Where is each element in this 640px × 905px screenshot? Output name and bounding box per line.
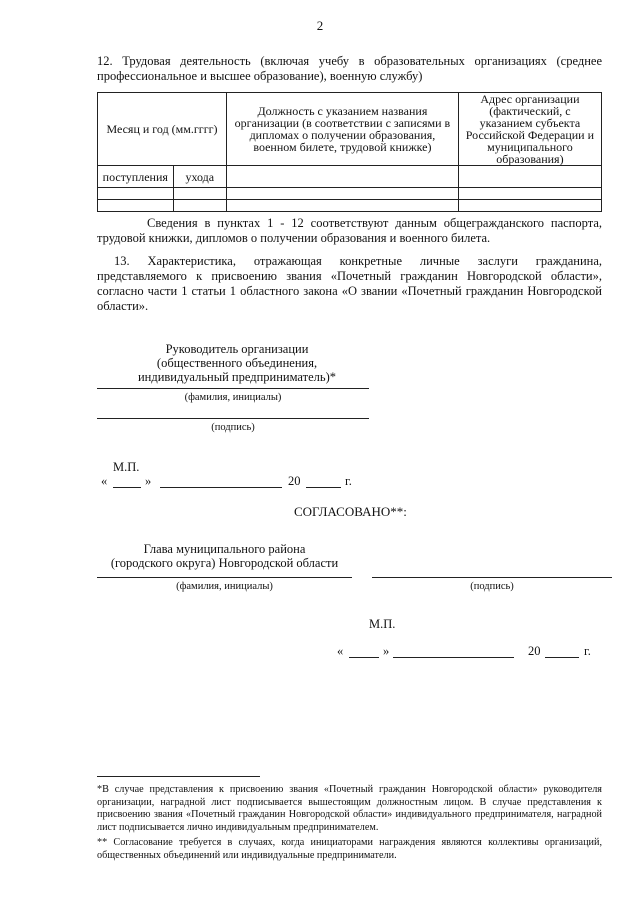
agreed-heading: СОГЛАСОВАНО**: [294, 504, 407, 519]
table-cell[interactable] [98, 200, 174, 212]
table-cell[interactable] [227, 188, 459, 200]
district-title-line2: (городского округа) Новгородской области [110, 556, 339, 570]
table-cell[interactable] [458, 200, 601, 212]
head-title-line1: Руководитель организации [165, 342, 309, 356]
district-name-label: (фамилия, инициалы) [176, 581, 273, 592]
district-date-year-suffix: г. [584, 644, 591, 658]
section-13-characteristic: 13. Характеристика, отражающая конкретные личные заслуги гражданина, представляемого к присвоению звания «Почетный гражданин Новгородской области», согласно части 1 статьи 1 областного закона «О звании «Почетный гражданин Новгородской области». [97, 254, 602, 313]
table-header-address: Адрес организации (фактический, с указанием субъекта Российской Федерации и муниципального образования) [458, 93, 601, 166]
district-name-line[interactable] [97, 577, 352, 578]
head-date-day-field[interactable] [113, 487, 141, 488]
head-date-month-field[interactable] [160, 487, 282, 488]
head-stamp-mark: М.П. [113, 460, 140, 474]
head-signature-line[interactable] [97, 418, 369, 419]
head-date-quote-open: « [101, 474, 108, 488]
district-title-block [97, 542, 352, 570]
table-cell[interactable] [458, 166, 601, 188]
head-date-year-suffix: г. [345, 474, 352, 488]
table-cell[interactable] [227, 166, 459, 188]
head-date-year-prefix: 20 [288, 474, 301, 488]
page-number: 2 [316, 18, 324, 33]
footnote-2: ** Согласование требуется в случаях, когда инициаторами награждения являются коллективы организаций, общественных объединений или индивидуальные предприниматели. [97, 837, 602, 861]
table-cell[interactable] [98, 188, 174, 200]
district-signature-line[interactable] [372, 577, 612, 578]
table-cell[interactable] [227, 200, 459, 212]
table-cell[interactable] [173, 200, 226, 212]
district-title-line1: Глава муниципального района [143, 542, 306, 556]
table-subheader-start: поступления [98, 166, 174, 188]
head-name-line[interactable] [97, 388, 369, 389]
head-title-line2: (общественного объединения, [156, 356, 318, 370]
table-cell[interactable] [173, 188, 226, 200]
section-12-heading: 12. Трудовая деятельность (включая учебу в образовательных организациях (среднее профессиональное и высшее образование), военную службу) [97, 54, 602, 83]
info-statement: Сведения в пунктах 1 - 12 соответствуют данным общегражданского паспорта, трудовой книжки, дипломов о получении образования и военного билета. [97, 216, 602, 245]
head-title-block [97, 342, 377, 384]
table-header-position: Должность с указанием названия организации (в соответствии с записями в дипломах о получении образования, военном билете, трудовой книжке) [227, 93, 459, 166]
district-date-quote-close: » [383, 644, 390, 658]
head-title-line3: индивидуальный предприниматель)* [137, 370, 337, 384]
district-signature-label: (подпись) [470, 581, 514, 592]
table-cell[interactable] [458, 188, 601, 200]
footnote-separator [97, 776, 260, 777]
district-stamp-mark: М.П. [369, 617, 396, 631]
table-subheader-end: ухода [173, 166, 226, 188]
district-date-year-field[interactable] [545, 657, 579, 658]
employment-table [97, 92, 602, 212]
head-date-quote-close: » [145, 474, 152, 488]
district-date-quote-open: « [337, 644, 344, 658]
district-date-day-field[interactable] [349, 657, 379, 658]
table-header-month-year: Месяц и год (мм.гггг) [98, 93, 227, 166]
head-signature-label: (подпись) [211, 422, 255, 433]
head-date-year-field[interactable] [306, 487, 341, 488]
footnote-1: *В случае представления к присвоению звания «Почетный гражданин Новгородской области» руководителя организации, наградной лист подписывается вышестоящим должностным лицом. В случае представления к присвоению звания «Почетный гражданин Новгородской области» индивидуального предпринимателя, наградной лист подписывается лично индивидуальным предпринимателем. [97, 784, 602, 833]
head-name-label: (фамилия, инициалы) [184, 392, 282, 403]
district-date-month-field[interactable] [393, 657, 514, 658]
district-date-year-prefix: 20 [528, 644, 541, 658]
